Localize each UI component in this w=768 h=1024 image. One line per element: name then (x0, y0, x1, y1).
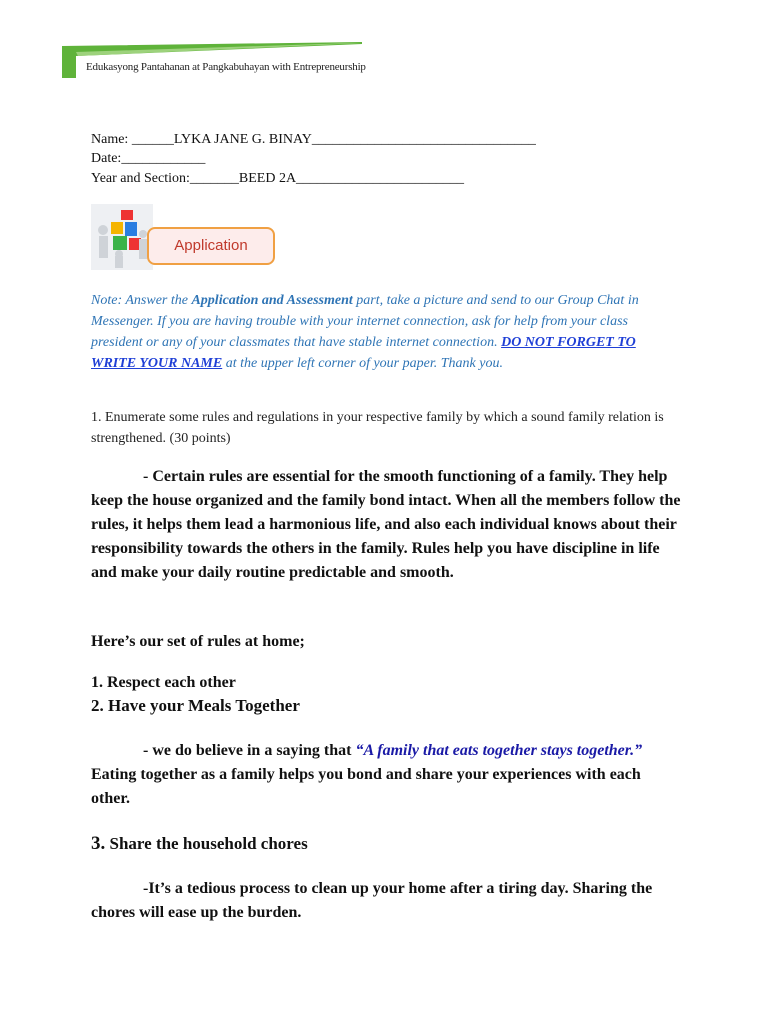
note-bold: Application and Assessment (191, 293, 353, 308)
rule-1: 1. Respect each other (91, 674, 236, 691)
note-text-1: Answer the (125, 293, 192, 308)
note-warning: DO NOT FORGET TO WRITE YOUR NAME (91, 335, 636, 371)
date-line: Date:____________ (91, 151, 206, 166)
question-1: 1. Enumerate some rules and regulations in your respective family by which a sound family relation is strengthened. (30 points) (91, 410, 664, 446)
note-text-3: at the upper left corner of your paper. Thank you. (222, 356, 503, 371)
name-line: Name: ______LYKA JANE G. BINAY________________________________ (91, 132, 536, 147)
rule-3-body: -It’s a tedious process to clean up your home after a tiring day. Sharing the chores will ease up the burden. (91, 880, 653, 921)
rule-2-body: - we do believe in a saying that “A family that eats together stays together.” Eating together as a family helps you bond and share your experiences with each other. (91, 742, 643, 807)
answer-intro: - Certain rules are essential for the smooth functioning of a family. They help keep the house organized and the family bond intact. When all the members follow the rules, it helps them lead a harmonious life, and also each individual knows about their responsibility towards the others in the family. Rules help you have discipline in life and make your daily routine predictable and smooth. (91, 468, 681, 581)
note-prefix: Note: (91, 293, 126, 308)
instruction-note (91, 290, 681, 374)
rules-heading: Here’s our set of rules at home; (91, 633, 305, 650)
application-badge (147, 227, 275, 265)
people-puzzle-icon (91, 204, 153, 270)
header-title: Edukasyong Pantahanan at Pangkabuhayan with Entrepreneurship (86, 61, 366, 73)
rule-2: 2. Have your Meals Together (91, 696, 300, 715)
rule-2-quote: “A family that eats together stays together.” (355, 742, 643, 759)
note-text-2: part, take a picture and send to our Group Chat in Messenger. If you are having trouble with your internet connection, ask for help from your class president or any of your classmates that have stable internet connection. (91, 293, 639, 350)
application-label: Application (174, 237, 248, 254)
section-line: Year and Section:_______BEED 2A________________________ (91, 171, 465, 186)
rule-3: 3. Share the household chores (91, 833, 308, 854)
